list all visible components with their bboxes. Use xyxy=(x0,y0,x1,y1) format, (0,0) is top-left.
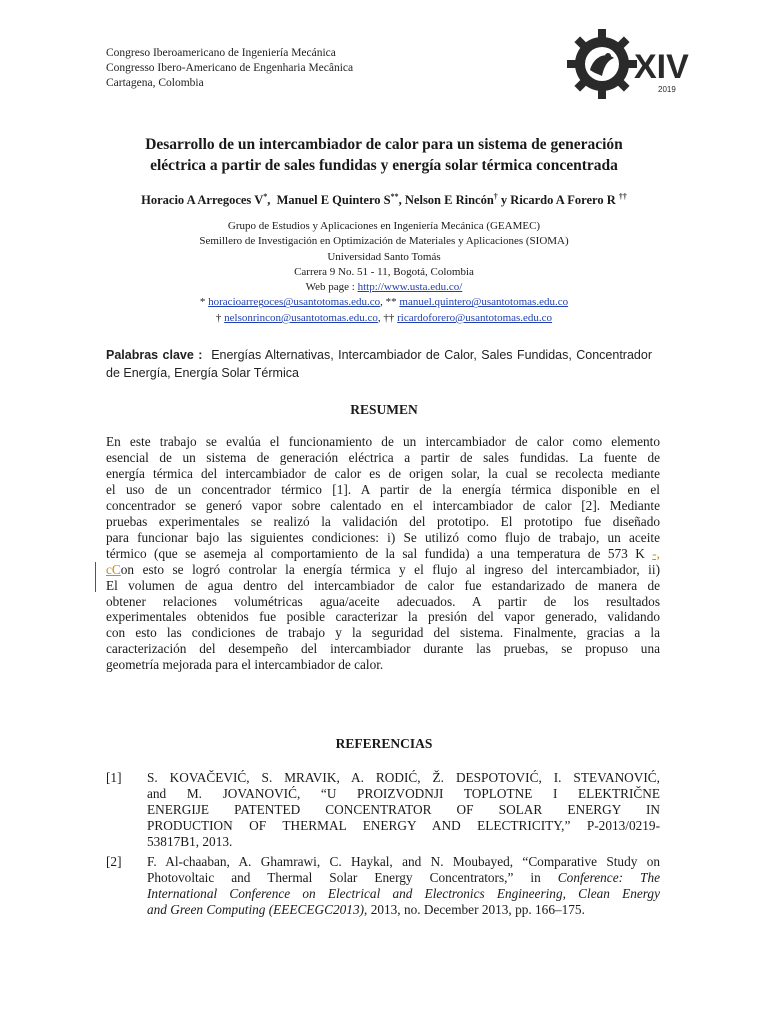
conference-name-es: Congreso Iberoamericano de Ingeniería Mecánica xyxy=(106,47,336,59)
email-link-rincon[interactable]: nelsonrincon@usantotomas.edu.co xyxy=(224,311,378,324)
paper-title xyxy=(100,134,668,176)
reference-line: PRODUCTION OF THERMAL ENERGY AND ELECTRICITY,” P-2013/0219- xyxy=(147,817,660,833)
reference-line xyxy=(147,902,660,918)
reference-line: and M. JOVANOVIĆ, “U PROIZVODNJI TOPLOTNE I ELEKTRIČNE xyxy=(147,785,660,801)
reference-text xyxy=(147,854,660,918)
conference-location: Cartagena, Colombia xyxy=(106,77,204,89)
reference-line: 53817B1, 2013. xyxy=(147,833,233,849)
author-2: Manuel E Quintero S xyxy=(276,193,391,208)
web-page-line xyxy=(100,280,668,295)
abstract-line: experimentales obtenidos fue posible caracterizar la presión del vapor generado, validando xyxy=(106,609,660,625)
reference-number: [1] xyxy=(106,770,122,785)
email-4-mark: , †† xyxy=(377,311,398,324)
author-list: Horacio A Arregoces V*, Manuel E Quintero S**, Nelson E Rincón† y Ricardo A Forero R †† xyxy=(141,192,627,208)
reference-line: S. KOVAČEVIĆ, S. MRAVIK, A. RODIĆ, Ž. DESPOTOVIĆ, I. STEVANOVIĆ, xyxy=(147,770,660,785)
reference-item xyxy=(106,854,660,918)
email-1-mark: * xyxy=(199,296,209,309)
email-3-mark: † xyxy=(215,311,225,324)
abstract-body xyxy=(106,434,660,673)
abstract-line: geometría mejorada para el intercambiador de calor. xyxy=(106,657,384,673)
tracked-change-capital: cC xyxy=(106,561,121,577)
reference-venue: and Green Computing (EEECEGC2013) xyxy=(147,901,365,917)
references-heading: REFERENCIAS xyxy=(335,736,433,751)
keywords-block xyxy=(106,346,652,382)
reference-line xyxy=(147,870,660,886)
abstract-line: energía térmica del intercambiador de calor es de origen solar, la cual se recolecta mediante xyxy=(106,465,660,481)
abstract-line-text: on esto se logró controlar la energía térmica y el flujo al ingreso del intercambiador, ii) xyxy=(120,561,660,577)
author-1: Horacio A Arregoces V xyxy=(141,193,264,208)
university-name: Universidad Santo Tomás xyxy=(327,250,441,263)
abstract-line: para funcionar bajo las siguientes condiciones: i) Se utilizó como flujo de trabajo, un aceite xyxy=(106,529,660,545)
email-line-1 xyxy=(100,295,668,310)
author-3: Nelson E Rincón xyxy=(404,193,494,208)
reference-line xyxy=(147,886,660,902)
reference-number: [2] xyxy=(106,853,122,869)
author-2-mark: ** xyxy=(390,192,399,201)
abstract-heading: RESUMEN xyxy=(350,402,418,417)
logo-year: 2019 xyxy=(658,85,676,94)
abstract-line: caracterización del desempeño del intercambiador durante las pruebas, se propuso una xyxy=(106,641,660,657)
affiliation-block xyxy=(100,219,668,326)
tracked-change-insertion: -, xyxy=(652,545,660,561)
web-page-label: Web page : xyxy=(305,281,358,294)
author-4: y Ricardo A Forero R xyxy=(500,193,616,208)
research-seedbed: Semillero de Investigación en Optimización de Materiales y Aplicaciones (SIOMA) xyxy=(199,235,569,248)
abstract-line: obtener relaciones volumétricas agua/aceite adecuados. A partir de los resultados xyxy=(106,593,660,609)
reference-list xyxy=(106,770,660,922)
email-line-2 xyxy=(100,311,668,326)
reference-text xyxy=(147,770,660,850)
abstract-line: En este trabajo se evalúa el funcionamiento de un intercambiador de calor como elemento xyxy=(106,434,660,449)
conference-header xyxy=(106,46,353,91)
logo-roman-numeral: XIV xyxy=(634,48,689,86)
author-1-mark: * xyxy=(263,192,268,201)
title-line-1: Desarrollo de un intercambiador de calor para un sistema de generación xyxy=(145,136,623,153)
abstract-line: con esto las condiciones de trabajo y la seguridad del sistema. Finalmente, gracias a la xyxy=(106,625,660,641)
email-2-mark: , ** xyxy=(380,296,400,309)
author-3-mark: † xyxy=(493,192,498,201)
abstract-line: concentrador se generó vapor sobre calentado en el intercambiador de calor [2]. Mediante xyxy=(106,497,660,513)
tracked-change-bar xyxy=(95,562,96,592)
research-group: Grupo de Estudios y Aplicaciones en Ingeniería Mecánica (GEAMEC) xyxy=(227,220,541,232)
abstract-line-text: térmico (que se asemeja al comportamiento de la sal fundida) a una temperatura de 573 K xyxy=(106,545,645,561)
reference-line: ENERGIJE PATENTED CONCENTRATOR OF SOLAR ENERGY IN xyxy=(147,801,660,817)
university-address: Carrera 9 No. 51 - 11, Bogotá, Colombia xyxy=(294,265,474,278)
reference-item xyxy=(106,770,660,850)
keywords-text: Energías Alternativas, Intercambiador de Calor, Sales Fundidas, Concentrador de Energía, Energía Solar Térmica xyxy=(106,348,652,380)
keywords-label: Palabras clave : xyxy=(106,348,203,362)
email-link-forero[interactable]: ricardoforero@usantotomas.edu.co xyxy=(397,311,553,324)
reference-line: F. Al-chaaban, A. Ghamrawi, C. Haykal, and N. Moubayed, “Comparative Study on xyxy=(147,853,660,869)
reference-venue: Conference: The xyxy=(557,869,660,885)
abstract-line: El volumen de agua dentro del intercambiador de calor fue estandarizado de manera de xyxy=(106,577,660,593)
reference-line-text: Photovoltaic and Thermal Solar Energy Concentrators,” in xyxy=(147,869,558,885)
congress-logo xyxy=(566,26,690,102)
author-4-mark: †† xyxy=(618,192,627,201)
abstract-line xyxy=(106,562,660,578)
email-link-quintero[interactable]: manuel.quintero@usantotomas.edu.co xyxy=(399,296,569,309)
abstract-line: pruebas experimentales se realizó la validación del prototipo. El prototipo fue diseñado xyxy=(106,513,660,529)
conference-name-pt: Congresso Ibero-Americano de Engenharia Mecânica xyxy=(106,62,354,74)
gear-logo-icon xyxy=(567,29,637,99)
reference-line-text: , 2013, no. December 2013, pp. 166–175. xyxy=(364,901,585,917)
abstract-line xyxy=(106,546,660,562)
abstract-line: el uso de un concentrador térmico [1]. A partir de la energía térmica disponible en el xyxy=(106,481,660,497)
abstract-line: esencial de un sistema de generación eléctrica a partir de sales fundidas. La fuente de xyxy=(106,449,660,465)
title-line-2: eléctrica a partir de sales fundidas y energía solar térmica concentrada xyxy=(150,157,618,174)
reference-venue: International Conference on Electrical and Electronics Engineering, Clean Energy xyxy=(147,885,660,901)
email-link-arregoces[interactable]: horacioarregoces@usantotomas.edu.co xyxy=(208,296,381,309)
web-page-link[interactable]: http://www.usta.edu.co/ xyxy=(357,281,463,294)
